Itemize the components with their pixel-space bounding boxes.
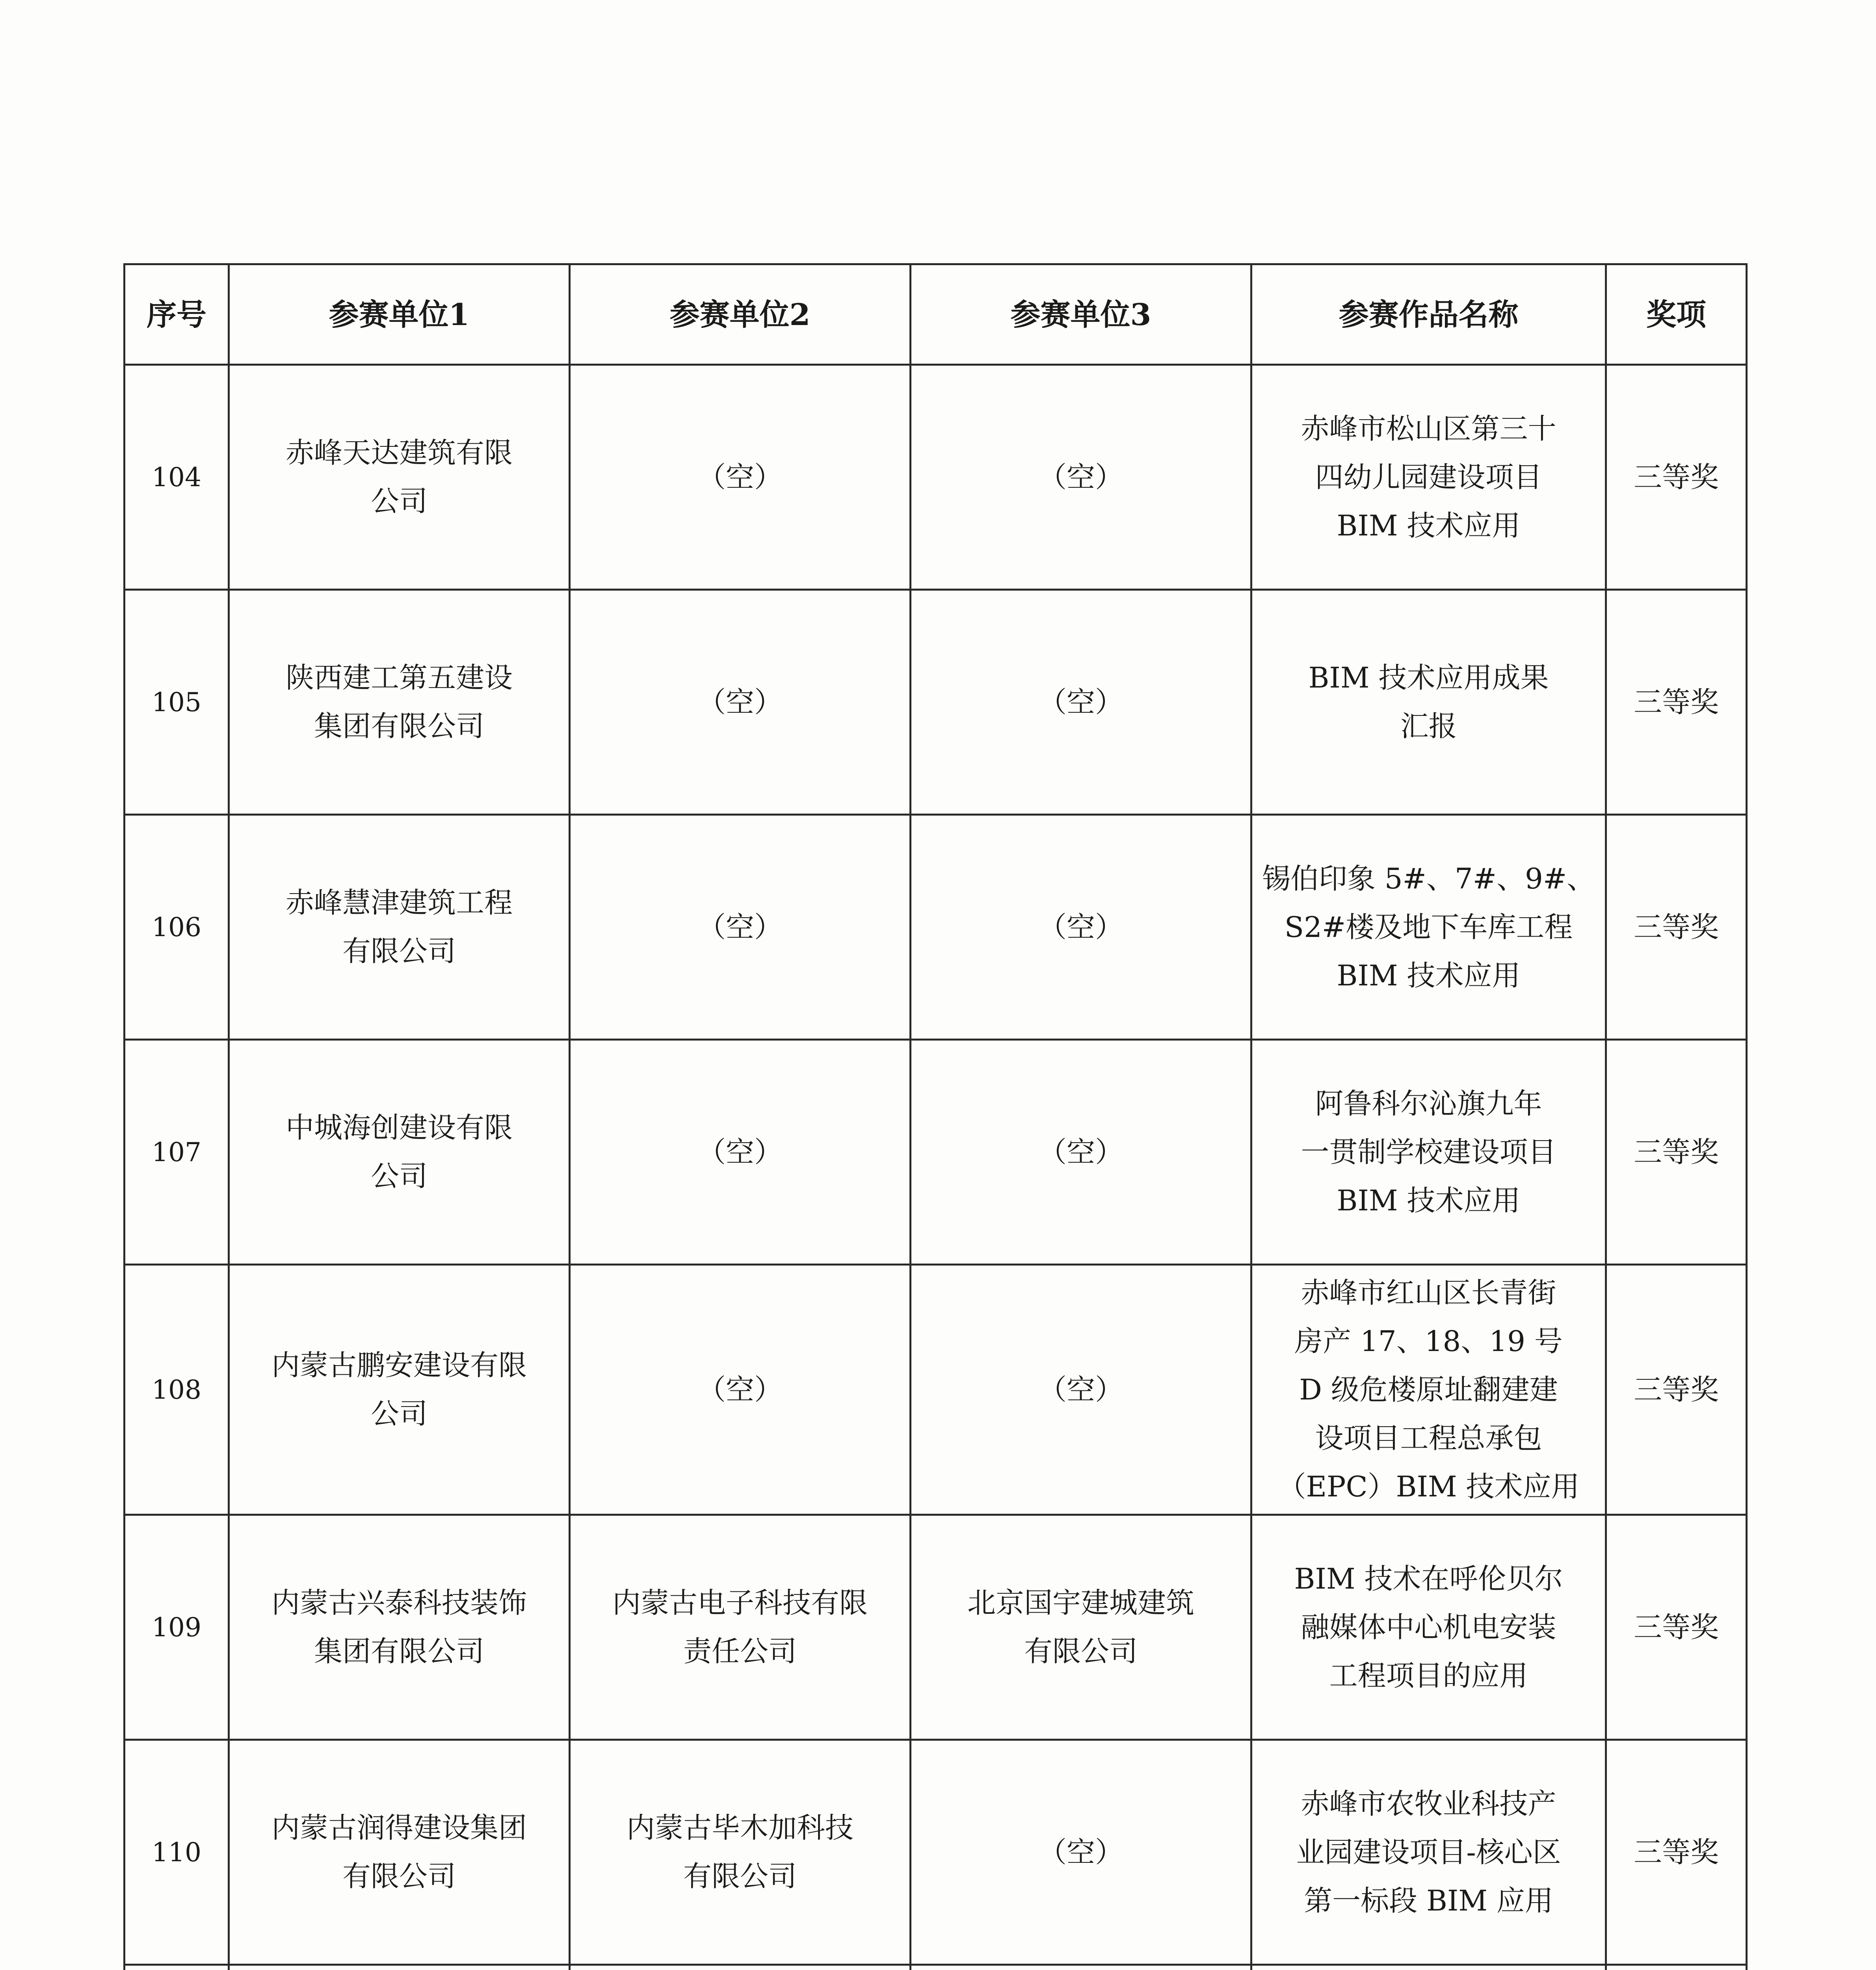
header-unit2: 参赛单位2	[570, 264, 911, 365]
cell-no	[125, 1965, 229, 1970]
header-no: 序号	[125, 264, 229, 365]
cell-award: 三等奖	[1606, 590, 1747, 815]
cell-unit1: 赤峰慧津建筑工程 有限公司	[229, 815, 570, 1040]
cell-unit2: 内蒙古毕木加科技 有限公司	[570, 1740, 911, 1965]
cell-unit2: （空）	[570, 815, 911, 1040]
cell-work: BIM 技术在呼伦贝尔 融媒体中心机电安装 工程项目的应用	[1251, 1515, 1606, 1740]
table-row	[125, 590, 1747, 815]
cell-no: 107	[125, 1040, 229, 1265]
cell-unit2: （空）	[570, 590, 911, 815]
cell-unit2: （空）	[570, 365, 911, 590]
table-header-row	[125, 264, 1747, 365]
cell-unit2: （空）	[570, 1040, 911, 1265]
table-row	[125, 1515, 1747, 1740]
cell-unit1: 内蒙古润得建设集团 有限公司	[229, 1740, 570, 1965]
cell-work: 锡伯印象 5#、7#、9#、 S2#楼及地下车库工程 BIM 技术应用	[1251, 815, 1606, 1040]
cell-unit3	[911, 1965, 1251, 1970]
cell-unit1: 内蒙古兴泰科技装饰 集团有限公司	[229, 1515, 570, 1740]
cell-work: 赤峰市农牧业科技产 业园建设项目-核心区 第一标段 BIM 应用	[1251, 1740, 1606, 1965]
header-unit3: 参赛单位3	[911, 264, 1251, 365]
cell-award: 三等奖	[1606, 1740, 1747, 1965]
cell-work: 赤峰市红山区长青街 房产 17、18、19 号 D 级危楼原址翻建建 设项目工程总承包 （EPC）BIM 技术应用	[1251, 1265, 1606, 1515]
table-row	[125, 1265, 1747, 1515]
cell-award: 三等奖	[1606, 1265, 1747, 1515]
cell-unit1: 中城海创建设有限 公司	[229, 1040, 570, 1265]
cell-unit2: 内蒙古电子科技有限 责任公司	[570, 1515, 911, 1740]
table-row	[125, 1040, 1747, 1265]
cell-work: 赤峰市松山区第三十 四幼儿园建设项目 BIM 技术应用	[1251, 365, 1606, 590]
cell-unit1: 陕西建工第五建设 集团有限公司	[229, 590, 570, 815]
table-row	[125, 365, 1747, 590]
cell-unit3: （空）	[911, 1040, 1251, 1265]
cell-no: 104	[125, 365, 229, 590]
header-work: 参赛作品名称	[1251, 264, 1606, 365]
cell-unit3: （空）	[911, 815, 1251, 1040]
table-row	[125, 815, 1747, 1040]
cell-award: 三等奖	[1606, 815, 1747, 1040]
cell-unit2: （空）	[570, 1265, 911, 1515]
cell-work	[1251, 1965, 1606, 1970]
awards-table	[123, 263, 1748, 1970]
cell-no: 110	[125, 1740, 229, 1965]
cell-no: 109	[125, 1515, 229, 1740]
cell-no: 105	[125, 590, 229, 815]
table-row	[125, 1965, 1747, 1970]
cell-unit3: （空）	[911, 1740, 1251, 1965]
cell-award	[1606, 1965, 1747, 1970]
cell-unit3: 北京国宇建城建筑 有限公司	[911, 1515, 1251, 1740]
cell-unit2	[570, 1965, 911, 1970]
cell-unit3: （空）	[911, 590, 1251, 815]
cell-no: 106	[125, 815, 229, 1040]
cell-award: 三等奖	[1606, 365, 1747, 590]
header-award: 奖项	[1606, 264, 1747, 365]
table-row	[125, 1740, 1747, 1965]
header-unit1: 参赛单位1	[229, 264, 570, 365]
cell-award: 三等奖	[1606, 1040, 1747, 1265]
cell-unit1: 赤峰天达建筑有限 公司	[229, 365, 570, 590]
cell-no: 108	[125, 1265, 229, 1515]
cell-unit3: （空）	[911, 365, 1251, 590]
cell-unit3: （空）	[911, 1265, 1251, 1515]
cell-unit1: 内蒙古鹏安建设有限 公司	[229, 1265, 570, 1515]
cell-work: BIM 技术应用成果 汇报	[1251, 590, 1606, 815]
cell-unit1	[229, 1965, 570, 1970]
cell-award: 三等奖	[1606, 1515, 1747, 1740]
cell-work: 阿鲁科尔沁旗九年 一贯制学校建设项目 BIM 技术应用	[1251, 1040, 1606, 1265]
